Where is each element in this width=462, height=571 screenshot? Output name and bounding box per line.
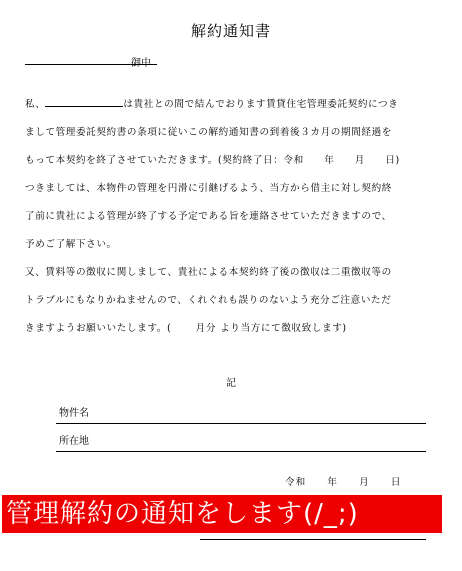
addressee-suffix: 御中: [131, 58, 151, 69]
body-line: [25, 91, 445, 119]
para2-line3: 予めご了解下さい。: [25, 239, 117, 250]
para3-line3-suffix: より当方にて徴収致します): [220, 323, 347, 334]
month-blank: 月分: [171, 315, 220, 343]
ki-heading: 記: [226, 378, 236, 389]
para2-line1: つきましては、本物件の管理を円滑に引継げるよう、当方から借主に対し契約終: [25, 183, 392, 194]
para3-line1: 又、賃料等の徴収に関しまして、貴社による本契約終了後の徴収は二重徴収等の: [25, 267, 392, 278]
body-text: [25, 91, 445, 343]
para1-line2: まして管理委託契約書の条項に従いこの解約通知書の到着後３カ月の期間経過を: [25, 127, 392, 138]
banner: 管理解約の通知をします(/_;): [2, 495, 442, 533]
address-label: 所在地: [59, 436, 89, 447]
para1-line1: は貴社との間で結んでおります賃貸住宅管理委託契約につき: [123, 99, 399, 110]
para3-line3-prefix: きますようお願いいたします。(: [25, 323, 172, 334]
address-line: [56, 451, 426, 452]
body-line: [25, 315, 445, 343]
property-label: 物件名: [59, 408, 89, 419]
para1-line3: もって本契約を終了させていただきます。(契約終了日：令和 年 月 日): [25, 155, 400, 166]
date-line: 令和 年 月 日: [285, 477, 402, 488]
para3-line2: トラブルにもなりかねませんので、くれぐれも誤りのないよう充分ご注意いただ: [25, 295, 392, 306]
para2-line2: 了前に貴社による管理が終了する予定である旨を連絡させていただきますので、: [25, 211, 392, 222]
document-title: 解約通知書: [190, 22, 271, 40]
name-blank: [45, 95, 123, 107]
signature-line: [200, 539, 426, 540]
property-line: [56, 423, 426, 424]
para1-prefix: 私、: [25, 99, 46, 110]
